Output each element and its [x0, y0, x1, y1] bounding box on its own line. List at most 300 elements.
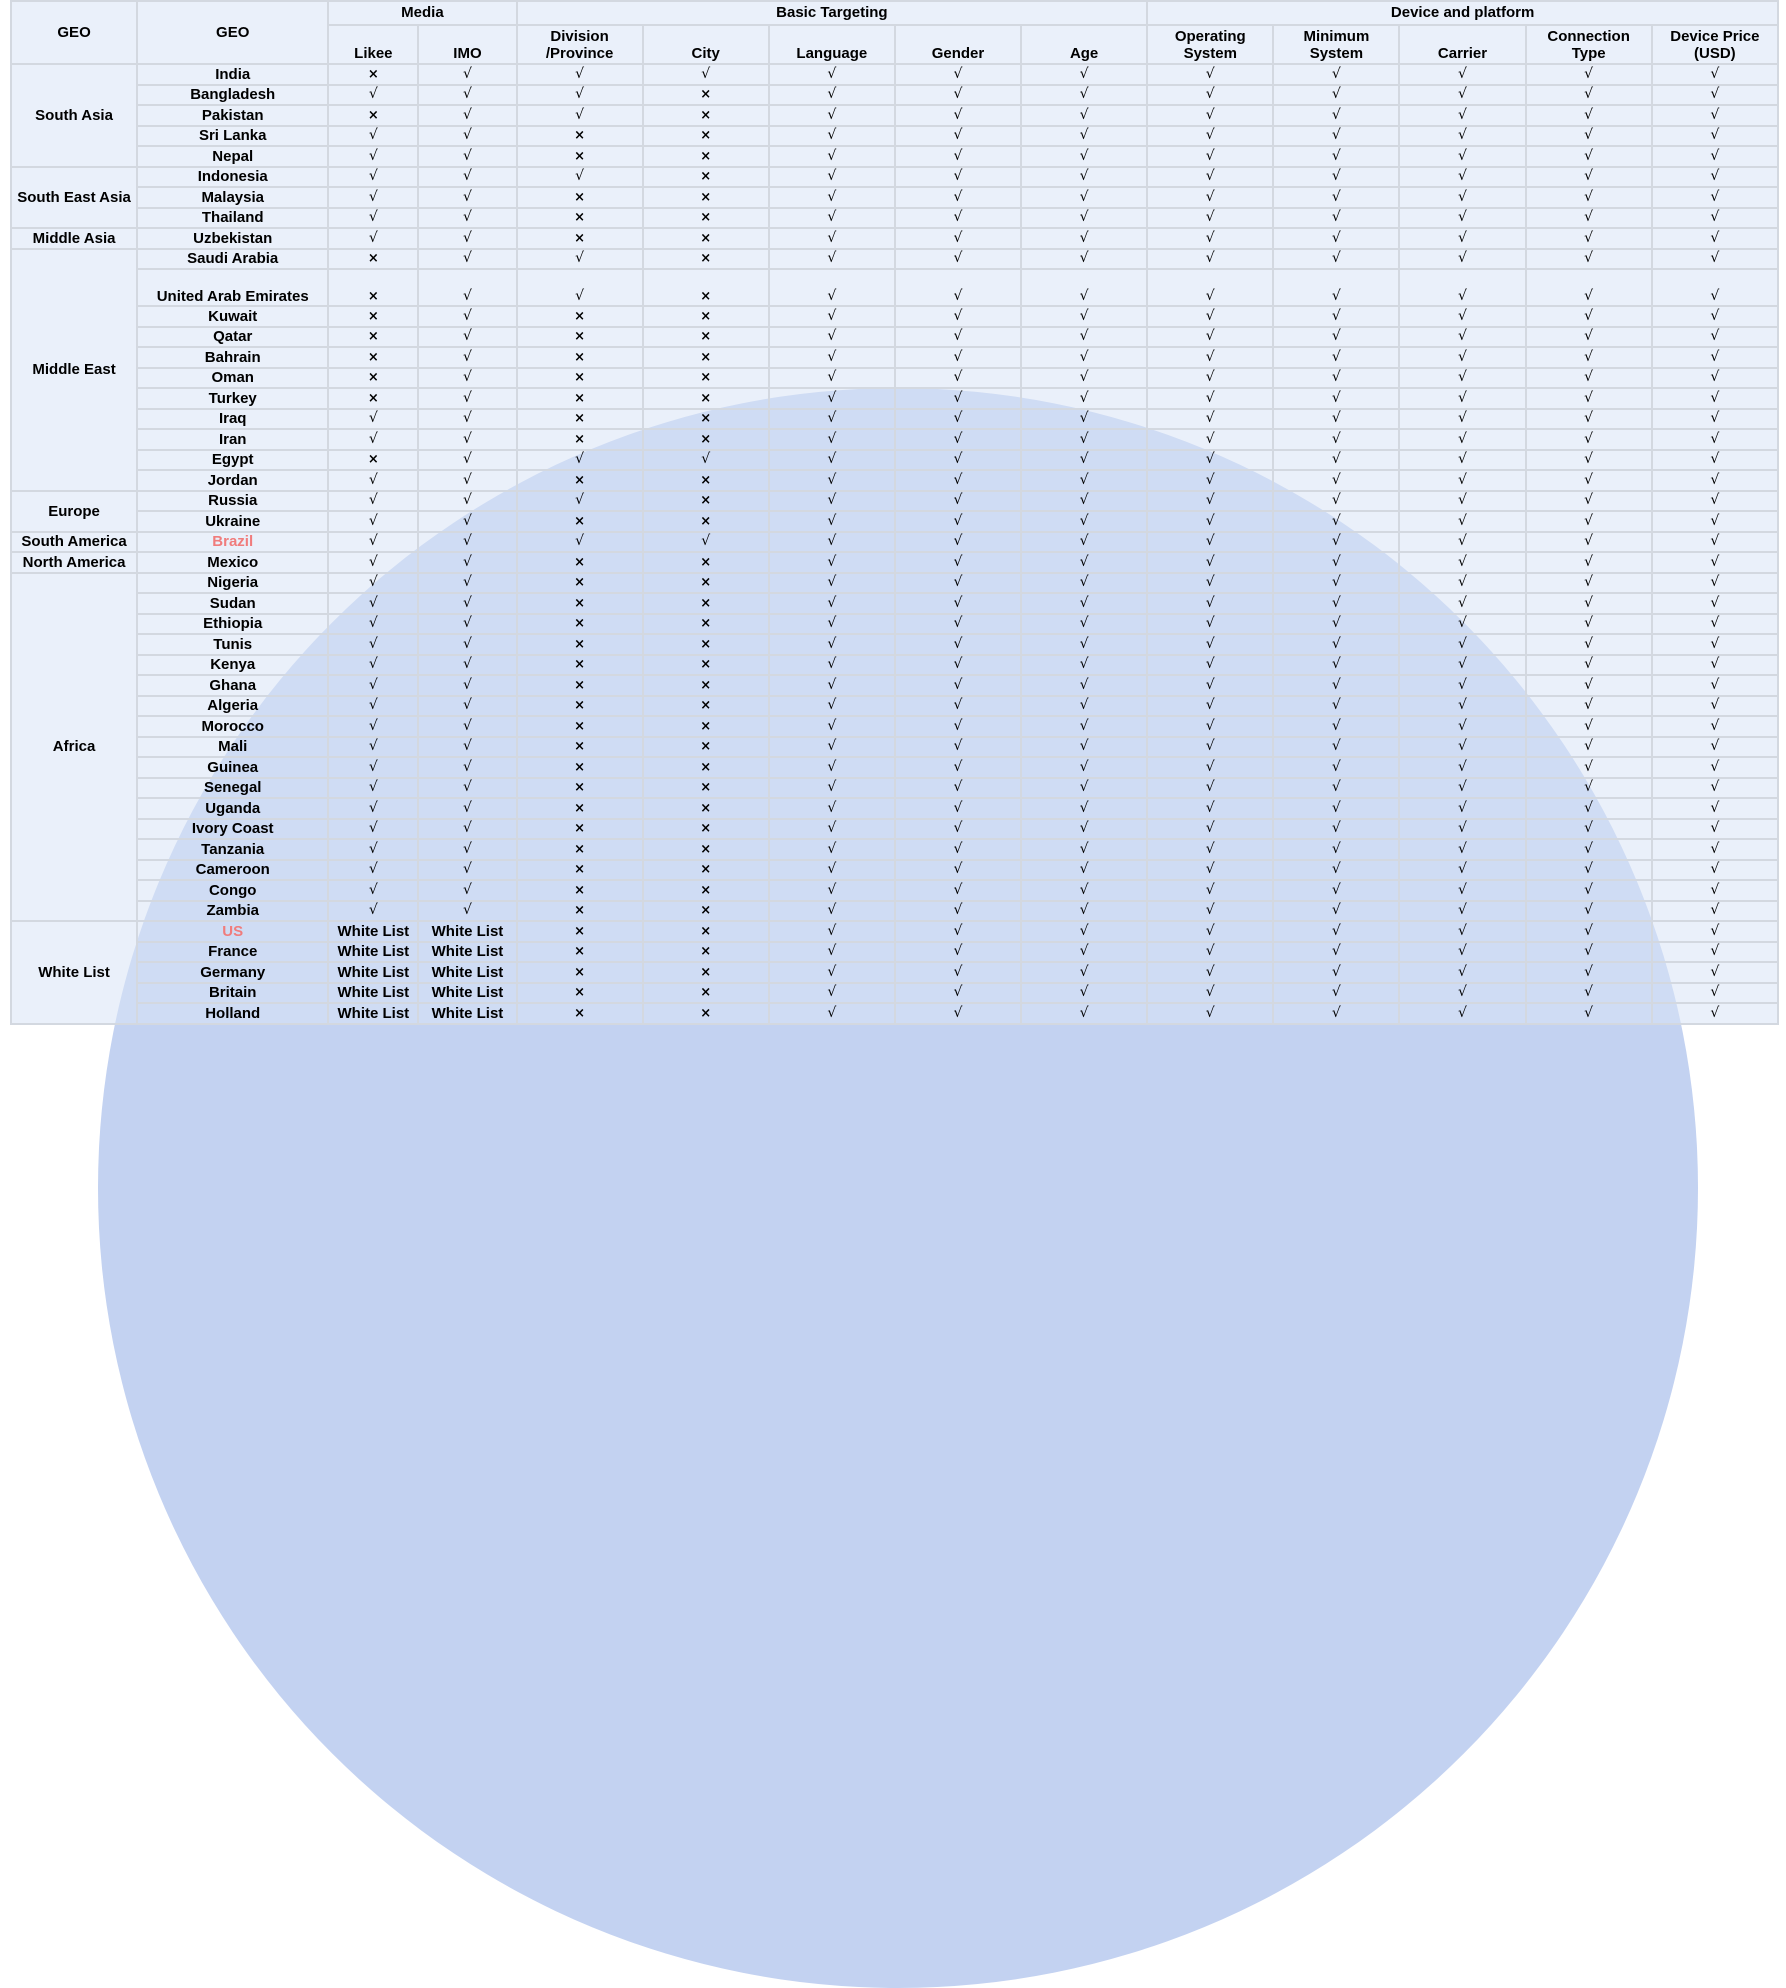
- table-row: [11, 187, 1778, 208]
- white-list-cell: White List: [328, 962, 418, 983]
- check-mark-cell: √: [769, 429, 895, 450]
- check-mark-cell: √: [1273, 593, 1399, 614]
- check-mark-cell: √: [1526, 85, 1652, 106]
- check-mark-cell: √: [418, 85, 516, 106]
- cross-mark-cell: ×: [328, 249, 418, 270]
- check-mark-cell: √: [1399, 532, 1525, 553]
- check-mark-cell: √: [1652, 306, 1778, 327]
- column-header: Gender: [895, 25, 1021, 64]
- check-mark-cell: √: [895, 593, 1021, 614]
- check-mark-cell: √: [769, 901, 895, 922]
- check-mark-cell: √: [418, 327, 516, 348]
- check-mark-cell: √: [895, 388, 1021, 409]
- check-mark-cell: √: [1021, 532, 1147, 553]
- check-mark-cell: √: [1652, 491, 1778, 512]
- check-mark-cell: √: [1273, 347, 1399, 368]
- column-header: Minimum System: [1273, 25, 1399, 64]
- cross-mark-cell: ×: [643, 347, 769, 368]
- check-mark-cell: √: [1147, 269, 1273, 306]
- cross-mark-cell: ×: [643, 1003, 769, 1024]
- cross-mark-cell: ×: [517, 228, 643, 249]
- check-mark-cell: √: [769, 839, 895, 860]
- check-mark-cell: √: [1273, 208, 1399, 229]
- check-mark-cell: √: [1021, 327, 1147, 348]
- white-list-cell: White List: [328, 921, 418, 942]
- cross-mark-cell: ×: [517, 511, 643, 532]
- check-mark-cell: √: [1652, 552, 1778, 573]
- cross-mark-cell: ×: [643, 429, 769, 450]
- check-mark-cell: √: [1399, 655, 1525, 676]
- region-cell: Middle East: [11, 249, 137, 491]
- check-mark-cell: √: [1526, 839, 1652, 860]
- check-mark-cell: √: [328, 757, 418, 778]
- check-mark-cell: √: [1526, 327, 1652, 348]
- check-mark-cell: √: [328, 187, 418, 208]
- cross-mark-cell: ×: [643, 962, 769, 983]
- check-mark-cell: √: [418, 347, 516, 368]
- check-mark-cell: √: [328, 573, 418, 594]
- check-mark-cell: √: [895, 208, 1021, 229]
- table-row: [11, 85, 1778, 106]
- check-mark-cell: √: [328, 798, 418, 819]
- cross-mark-cell: ×: [517, 634, 643, 655]
- check-mark-cell: √: [328, 614, 418, 635]
- cross-mark-cell: ×: [643, 614, 769, 635]
- check-mark-cell: √: [1147, 511, 1273, 532]
- check-mark-cell: √: [769, 552, 895, 573]
- table-row: [11, 880, 1778, 901]
- check-mark-cell: √: [517, 167, 643, 188]
- check-mark-cell: √: [1273, 167, 1399, 188]
- check-mark-cell: √: [1021, 85, 1147, 106]
- check-mark-cell: √: [1652, 388, 1778, 409]
- white-list-cell: White List: [328, 1003, 418, 1024]
- cross-mark-cell: ×: [517, 409, 643, 430]
- check-mark-cell: √: [1021, 921, 1147, 942]
- check-mark-cell: √: [1273, 450, 1399, 471]
- check-mark-cell: √: [1399, 983, 1525, 1004]
- check-mark-cell: √: [895, 983, 1021, 1004]
- check-mark-cell: √: [328, 634, 418, 655]
- check-mark-cell: √: [1399, 634, 1525, 655]
- region-cell: White List: [11, 921, 137, 1024]
- table-row: [11, 269, 1778, 306]
- country-cell: Congo: [137, 880, 328, 901]
- cross-mark-cell: ×: [517, 208, 643, 229]
- check-mark-cell: √: [769, 511, 895, 532]
- check-mark-cell: √: [769, 64, 895, 85]
- check-mark-cell: √: [1399, 1003, 1525, 1024]
- country-cell: Brazil: [137, 532, 328, 553]
- country-cell: Jordan: [137, 470, 328, 491]
- check-mark-cell: √: [1399, 942, 1525, 963]
- check-mark-cell: √: [1147, 470, 1273, 491]
- check-mark-cell: √: [1652, 614, 1778, 635]
- check-mark-cell: √: [1147, 798, 1273, 819]
- check-mark-cell: √: [1652, 269, 1778, 306]
- check-mark-cell: √: [895, 696, 1021, 717]
- check-mark-cell: √: [895, 228, 1021, 249]
- check-mark-cell: √: [1147, 593, 1273, 614]
- check-mark-cell: √: [1147, 409, 1273, 430]
- check-mark-cell: √: [1273, 983, 1399, 1004]
- table-row: [11, 208, 1778, 229]
- white-list-cell: White List: [418, 983, 516, 1004]
- check-mark-cell: √: [643, 450, 769, 471]
- check-mark-cell: √: [895, 798, 1021, 819]
- check-mark-cell: √: [1399, 450, 1525, 471]
- table-row: [11, 306, 1778, 327]
- check-mark-cell: √: [1273, 429, 1399, 450]
- check-mark-cell: √: [1526, 187, 1652, 208]
- country-cell: France: [137, 942, 328, 963]
- header-group-device-platform: Device and platform: [1147, 1, 1778, 25]
- check-mark-cell: √: [1526, 167, 1652, 188]
- check-mark-cell: √: [1526, 429, 1652, 450]
- check-mark-cell: √: [1021, 819, 1147, 840]
- check-mark-cell: √: [1652, 105, 1778, 126]
- check-mark-cell: √: [895, 757, 1021, 778]
- cross-mark-cell: ×: [517, 573, 643, 594]
- check-mark-cell: √: [1526, 942, 1652, 963]
- country-cell: Turkey: [137, 388, 328, 409]
- check-mark-cell: √: [1147, 532, 1273, 553]
- check-mark-cell: √: [1526, 368, 1652, 389]
- check-mark-cell: √: [895, 368, 1021, 389]
- table-row: [11, 921, 1778, 942]
- cross-mark-cell: ×: [643, 269, 769, 306]
- check-mark-cell: √: [418, 167, 516, 188]
- check-mark-cell: √: [1021, 880, 1147, 901]
- check-mark-cell: √: [1273, 901, 1399, 922]
- check-mark-cell: √: [1273, 269, 1399, 306]
- table-row: [11, 388, 1778, 409]
- check-mark-cell: √: [1273, 327, 1399, 348]
- check-mark-cell: √: [1273, 942, 1399, 963]
- country-cell: Pakistan: [137, 105, 328, 126]
- check-mark-cell: √: [328, 655, 418, 676]
- check-mark-cell: √: [1399, 696, 1525, 717]
- cross-mark-cell: ×: [643, 409, 769, 430]
- check-mark-cell: √: [1652, 249, 1778, 270]
- table-row: [11, 839, 1778, 860]
- check-mark-cell: √: [1526, 146, 1652, 167]
- check-mark-cell: √: [1021, 737, 1147, 758]
- check-mark-cell: √: [1652, 85, 1778, 106]
- check-mark-cell: √: [1526, 511, 1652, 532]
- check-mark-cell: √: [1399, 228, 1525, 249]
- check-mark-cell: √: [328, 532, 418, 553]
- check-mark-cell: √: [769, 819, 895, 840]
- check-mark-cell: √: [1273, 614, 1399, 635]
- check-mark-cell: √: [1273, 798, 1399, 819]
- cross-mark-cell: ×: [517, 942, 643, 963]
- check-mark-cell: √: [328, 167, 418, 188]
- check-mark-cell: √: [1526, 655, 1652, 676]
- check-mark-cell: √: [1147, 901, 1273, 922]
- check-mark-cell: √: [895, 126, 1021, 147]
- check-mark-cell: √: [1652, 146, 1778, 167]
- check-mark-cell: √: [1652, 573, 1778, 594]
- check-mark-cell: √: [1021, 409, 1147, 430]
- country-cell: Nepal: [137, 146, 328, 167]
- check-mark-cell: √: [418, 450, 516, 471]
- region-cell: South East Asia: [11, 167, 137, 229]
- check-mark-cell: √: [1021, 228, 1147, 249]
- cross-mark-cell: ×: [517, 368, 643, 389]
- check-mark-cell: √: [643, 532, 769, 553]
- country-cell: Qatar: [137, 327, 328, 348]
- cross-mark-cell: ×: [517, 839, 643, 860]
- check-mark-cell: √: [1399, 368, 1525, 389]
- table-row: [11, 757, 1778, 778]
- check-mark-cell: √: [895, 470, 1021, 491]
- check-mark-cell: √: [1652, 429, 1778, 450]
- column-header: Device Price (USD): [1652, 25, 1778, 64]
- check-mark-cell: √: [418, 470, 516, 491]
- cross-mark-cell: ×: [517, 675, 643, 696]
- check-mark-cell: √: [1526, 228, 1652, 249]
- check-mark-cell: √: [1399, 105, 1525, 126]
- check-mark-cell: √: [769, 187, 895, 208]
- check-mark-cell: √: [1652, 327, 1778, 348]
- check-mark-cell: √: [1147, 368, 1273, 389]
- check-mark-cell: √: [769, 655, 895, 676]
- check-mark-cell: √: [517, 450, 643, 471]
- check-mark-cell: √: [328, 126, 418, 147]
- check-mark-cell: √: [769, 614, 895, 635]
- cross-mark-cell: ×: [517, 593, 643, 614]
- table-row: [11, 696, 1778, 717]
- check-mark-cell: √: [517, 491, 643, 512]
- check-mark-cell: √: [1399, 146, 1525, 167]
- region-cell: South America: [11, 532, 137, 553]
- check-mark-cell: √: [418, 757, 516, 778]
- check-mark-cell: √: [418, 532, 516, 553]
- cross-mark-cell: ×: [328, 368, 418, 389]
- check-mark-cell: √: [1399, 819, 1525, 840]
- check-mark-cell: √: [418, 901, 516, 922]
- cross-mark-cell: ×: [643, 757, 769, 778]
- check-mark-cell: √: [769, 942, 895, 963]
- check-mark-cell: √: [895, 573, 1021, 594]
- table-row: [11, 942, 1778, 963]
- check-mark-cell: √: [418, 388, 516, 409]
- table-row: [11, 962, 1778, 983]
- check-mark-cell: √: [769, 269, 895, 306]
- check-mark-cell: √: [1273, 306, 1399, 327]
- check-mark-cell: √: [1021, 1003, 1147, 1024]
- check-mark-cell: √: [769, 696, 895, 717]
- check-mark-cell: √: [418, 839, 516, 860]
- cross-mark-cell: ×: [643, 819, 769, 840]
- cross-mark-cell: ×: [643, 511, 769, 532]
- check-mark-cell: √: [517, 532, 643, 553]
- cross-mark-cell: ×: [643, 85, 769, 106]
- table-row: [11, 491, 1778, 512]
- check-mark-cell: √: [517, 64, 643, 85]
- check-mark-cell: √: [1147, 716, 1273, 737]
- check-mark-cell: √: [1652, 716, 1778, 737]
- check-mark-cell: √: [418, 491, 516, 512]
- check-mark-cell: √: [895, 860, 1021, 881]
- check-mark-cell: √: [1273, 573, 1399, 594]
- check-mark-cell: √: [769, 573, 895, 594]
- table-row: [11, 798, 1778, 819]
- check-mark-cell: √: [328, 470, 418, 491]
- check-mark-cell: √: [1652, 347, 1778, 368]
- check-mark-cell: √: [895, 778, 1021, 799]
- check-mark-cell: √: [1652, 470, 1778, 491]
- check-mark-cell: √: [1399, 409, 1525, 430]
- check-mark-cell: √: [1021, 860, 1147, 881]
- check-mark-cell: √: [1273, 187, 1399, 208]
- cross-mark-cell: ×: [328, 347, 418, 368]
- check-mark-cell: √: [1021, 491, 1147, 512]
- check-mark-cell: √: [418, 675, 516, 696]
- check-mark-cell: √: [1526, 983, 1652, 1004]
- check-mark-cell: √: [1273, 105, 1399, 126]
- country-cell: Guinea: [137, 757, 328, 778]
- check-mark-cell: √: [1399, 269, 1525, 306]
- check-mark-cell: √: [1652, 532, 1778, 553]
- table-row: [11, 228, 1778, 249]
- table-row: [11, 675, 1778, 696]
- cross-mark-cell: ×: [517, 655, 643, 676]
- region-cell: South Asia: [11, 64, 137, 167]
- country-cell: Uganda: [137, 798, 328, 819]
- country-cell: Bahrain: [137, 347, 328, 368]
- check-mark-cell: √: [1652, 839, 1778, 860]
- cross-mark-cell: ×: [517, 552, 643, 573]
- check-mark-cell: √: [769, 450, 895, 471]
- check-mark-cell: √: [1526, 696, 1652, 717]
- cross-mark-cell: ×: [643, 880, 769, 901]
- cross-mark-cell: ×: [643, 208, 769, 229]
- check-mark-cell: √: [418, 634, 516, 655]
- cross-mark-cell: ×: [517, 347, 643, 368]
- check-mark-cell: √: [1399, 737, 1525, 758]
- column-header: Division /Province: [517, 25, 643, 64]
- check-mark-cell: √: [1273, 511, 1399, 532]
- check-mark-cell: √: [1399, 126, 1525, 147]
- check-mark-cell: √: [1526, 614, 1652, 635]
- check-mark-cell: √: [769, 388, 895, 409]
- check-mark-cell: √: [328, 819, 418, 840]
- check-mark-cell: √: [769, 675, 895, 696]
- cross-mark-cell: ×: [643, 921, 769, 942]
- check-mark-cell: √: [418, 306, 516, 327]
- check-mark-cell: √: [1273, 634, 1399, 655]
- country-cell: Oman: [137, 368, 328, 389]
- check-mark-cell: √: [1147, 675, 1273, 696]
- cross-mark-cell: ×: [643, 327, 769, 348]
- column-header: IMO: [418, 25, 516, 64]
- check-mark-cell: √: [328, 880, 418, 901]
- check-mark-cell: √: [1147, 634, 1273, 655]
- cross-mark-cell: ×: [643, 187, 769, 208]
- table-row: [11, 429, 1778, 450]
- check-mark-cell: √: [895, 880, 1021, 901]
- check-mark-cell: √: [769, 105, 895, 126]
- cross-mark-cell: ×: [643, 737, 769, 758]
- check-mark-cell: √: [1526, 105, 1652, 126]
- cross-mark-cell: ×: [517, 757, 643, 778]
- country-cell: Iran: [137, 429, 328, 450]
- check-mark-cell: √: [1021, 778, 1147, 799]
- column-header: Language: [769, 25, 895, 64]
- cross-mark-cell: ×: [643, 983, 769, 1004]
- check-mark-cell: √: [895, 1003, 1021, 1024]
- check-mark-cell: √: [1526, 306, 1652, 327]
- table-row: [11, 593, 1778, 614]
- check-mark-cell: √: [1021, 634, 1147, 655]
- check-mark-cell: √: [1652, 409, 1778, 430]
- cross-mark-cell: ×: [517, 146, 643, 167]
- check-mark-cell: √: [895, 716, 1021, 737]
- table-row: [11, 716, 1778, 737]
- region-cell: Africa: [11, 573, 137, 922]
- check-mark-cell: √: [1399, 880, 1525, 901]
- check-mark-cell: √: [895, 450, 1021, 471]
- check-mark-cell: √: [1526, 208, 1652, 229]
- check-mark-cell: √: [1021, 696, 1147, 717]
- check-mark-cell: √: [418, 552, 516, 573]
- country-cell: Thailand: [137, 208, 328, 229]
- check-mark-cell: √: [1273, 819, 1399, 840]
- check-mark-cell: √: [1147, 614, 1273, 635]
- check-mark-cell: √: [418, 105, 516, 126]
- check-mark-cell: √: [1021, 675, 1147, 696]
- targeting-table: [10, 0, 1779, 1025]
- cross-mark-cell: ×: [517, 306, 643, 327]
- check-mark-cell: √: [1399, 167, 1525, 188]
- country-cell: Tanzania: [137, 839, 328, 860]
- check-mark-cell: √: [1021, 208, 1147, 229]
- table-row: [11, 126, 1778, 147]
- cross-mark-cell: ×: [643, 105, 769, 126]
- check-mark-cell: √: [1147, 327, 1273, 348]
- check-mark-cell: √: [418, 511, 516, 532]
- check-mark-cell: √: [1526, 634, 1652, 655]
- table-row: [11, 64, 1778, 85]
- check-mark-cell: √: [895, 306, 1021, 327]
- check-mark-cell: √: [769, 778, 895, 799]
- check-mark-cell: √: [1526, 716, 1652, 737]
- check-mark-cell: √: [895, 614, 1021, 635]
- check-mark-cell: √: [418, 593, 516, 614]
- check-mark-cell: √: [1652, 737, 1778, 758]
- check-mark-cell: √: [1021, 573, 1147, 594]
- check-mark-cell: √: [328, 716, 418, 737]
- check-mark-cell: √: [328, 675, 418, 696]
- country-cell: Zambia: [137, 901, 328, 922]
- cross-mark-cell: ×: [328, 269, 418, 306]
- check-mark-cell: √: [1652, 208, 1778, 229]
- table-row: [11, 860, 1778, 881]
- check-mark-cell: √: [895, 409, 1021, 430]
- check-mark-cell: √: [895, 269, 1021, 306]
- check-mark-cell: √: [1652, 64, 1778, 85]
- country-cell: Morocco: [137, 716, 328, 737]
- check-mark-cell: √: [1021, 716, 1147, 737]
- table-row: [11, 167, 1778, 188]
- check-mark-cell: √: [1399, 614, 1525, 635]
- table-row: [11, 819, 1778, 840]
- check-mark-cell: √: [418, 146, 516, 167]
- country-cell: Britain: [137, 983, 328, 1004]
- check-mark-cell: √: [769, 249, 895, 270]
